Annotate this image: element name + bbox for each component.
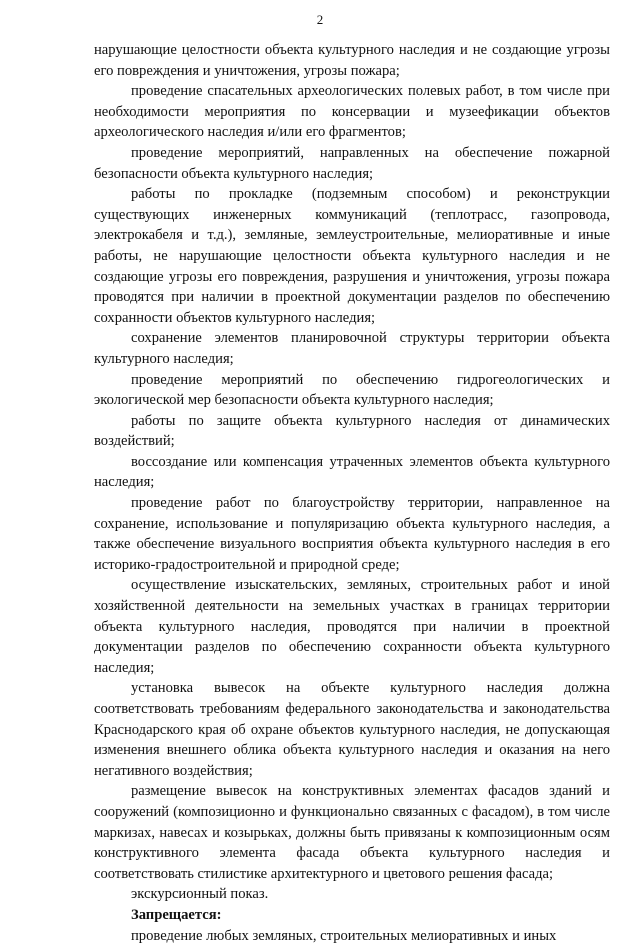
paragraph-continuation: нарушающие целостности объекта культурного наследия и не создающие угрозы его повреждения и уничтожения, угрозы пожара; [94,42,610,79]
paragraph-signage-placement: размещение вывесок на конструктивных элементах фасадов зданий и сооружений (композиционно и функционально связанных с фасадом), в том числе маркизах, навесах и козырьках, должны быть привязаны к композиционным осям конструктивного элемента фасада объекта культурного наследия и соответствовать стилистике архитектурного и цветового решения фасада; [94,783,610,882]
paragraph-signage-installation: установка вывесок на объекте культурного наследия должна соответствовать требованиям федерального законодательства и законодательства Краснодарского края об охране объектов культурного наследия, не допускающая изменения внешнего облика объекта культурного наследия и оказания на него негативного воздействия; [94,680,610,779]
document-body [94,40,610,946]
section-heading-prohibited: Запрещается: [131,906,222,923]
page-number: 2 [316,12,324,27]
paragraph-fire-safety: проведение мероприятий, направленных на обеспечение пожарной безопасности объекта культурного наследия; [94,144,610,182]
paragraph-prohibited-works: проведение любых земляных, строительных мелиоративных и иных [131,927,557,944]
paragraph-recreation-elements: воссоздание или компенсация утраченных элементов объекта культурного наследия; [94,453,610,491]
paragraph-engineering-communications: работы по прокладке (подземным способом) и реконструкции существующих инженерных коммуникаций (теплотрасс, газопровода, электрокабеля и т.д.), земляные, землеустроительные, мелиоративные и иные работы, не нарушающие целостности объекта культурного наследия и не создающие угрозы его повреждения, разрушения и уничтожения, угрозы пожара проводятся при наличии в проектной документации разделов по обеспечению сохранности объектов культурного наследия; [94,186,610,326]
paragraph-planning-structure: сохранение элементов планировочной структуры территории объекта культурного наследия; [94,330,610,367]
paragraph-archaeological-works: проведение спасательных археологических полевых работ, в том числе при необходимости мероприятия по консервации и музеефикации объектов археологического наследия и/или его фрагментов; [94,83,610,141]
paragraph-excursion: экскурсионный показ. [131,886,269,903]
paragraph-dynamic-protection: работы по защите объекта культурного наследия от динамических воздействий; [94,412,610,450]
paragraph-hydrogeological-measures: проведение мероприятий по обеспечению гидрогеологических и экологической мер безопасности объекта культурного наследия; [94,371,610,409]
paragraph-survey-works: осуществление изыскательских, земляных, строительных работ и иной хозяйственной деятельности на земельных участках в границах территории объекта культурного наследия, проводятся при наличии в проектной документации разделов по обеспечению сохранности объекта культурного наследия; [94,577,610,676]
paragraph-landscaping: проведение работ по благоустройству территории, направленное на сохранение, использование и популяризацию объекта культурного наследия, а также обеспечение визуального восприятия объекта культурного наследия в его историко-градостроительной и природной среде; [94,495,610,573]
